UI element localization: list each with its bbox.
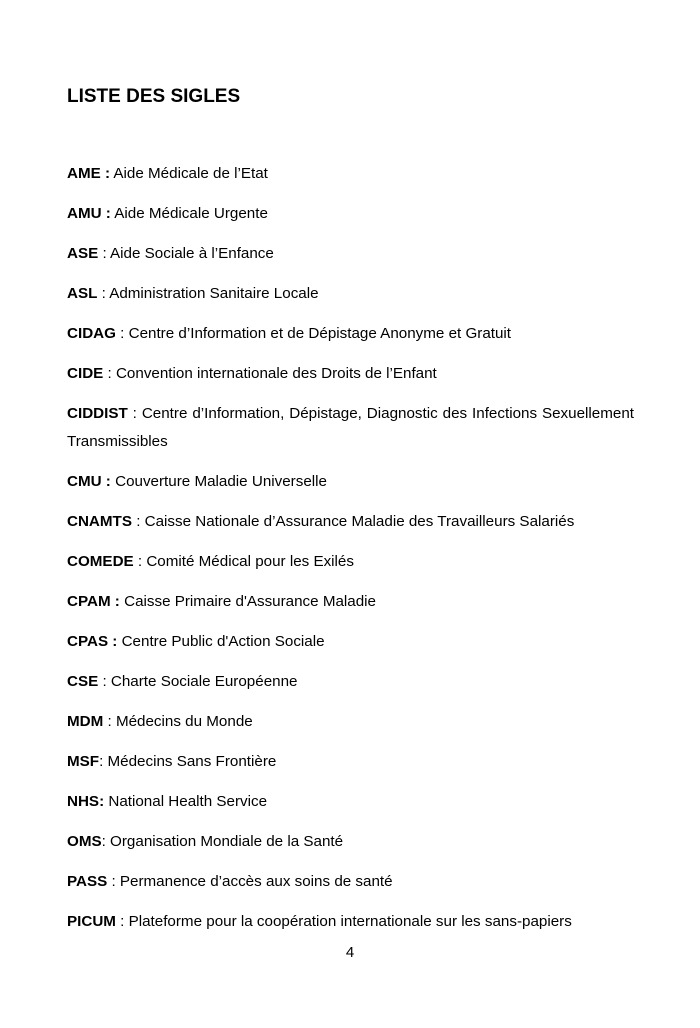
acronym-entry-nhs <box>67 788 634 816</box>
acronym: AME : <box>67 165 111 182</box>
page-number-label: 4 <box>345 944 355 961</box>
acronym: CPAM : <box>67 593 120 610</box>
acronym-entry-cse <box>67 668 634 696</box>
acronym-entry-cpam <box>67 588 634 616</box>
definition: : Centre d’Information, Dépistage, Diagnostic des Infections Sexuellement Transmissibles <box>67 405 634 450</box>
definition: : Administration Sanitaire Locale <box>97 285 319 302</box>
definition: : Organisation Mondiale de la Santé <box>101 833 344 850</box>
acronym: CSE <box>67 673 99 690</box>
acronym: OMS <box>67 833 102 850</box>
acronym-entry-mdm <box>67 708 634 736</box>
definition: Aide Médicale de l’Etat <box>110 165 268 182</box>
acronym: MDM <box>67 713 104 730</box>
definition: : Caisse Nationale d’Assurance Maladie des Travailleurs Salariés <box>131 513 575 530</box>
acronym: CIDDIST <box>67 405 128 422</box>
acronym-entry-cide <box>67 360 634 388</box>
acronym-entry-amu <box>67 200 634 228</box>
acronym: COMEDE <box>67 553 134 570</box>
page-title: LISTE DES SIGLES <box>67 86 241 107</box>
acronym: CPAS : <box>67 633 118 650</box>
definition: : Médecins du Monde <box>103 713 253 730</box>
definition: : Aide Sociale à l’Enfance <box>98 245 274 262</box>
acronym: NHS: <box>67 793 105 810</box>
definition: : Charte Sociale Européenne <box>98 673 298 690</box>
acronym: ASL <box>67 285 98 302</box>
acronym-entry-comede <box>67 548 634 576</box>
acronym-entry-cidag <box>67 320 634 348</box>
acronym: CMU : <box>67 473 111 490</box>
definition: : Convention internationale des Droits de l’Enfant <box>103 365 437 382</box>
definition: : Médecins Sans Frontière <box>99 753 277 770</box>
definition: Caisse Primaire d'Assurance Maladie <box>119 593 377 610</box>
definition: : Plateforme pour la coopération internationale sur les sans-papiers <box>115 913 572 930</box>
acronym: CIDAG <box>67 325 116 342</box>
acronym-entry-cpas <box>67 628 634 656</box>
acronym-entry-ase <box>67 240 634 268</box>
acronym: ASE <box>67 245 99 262</box>
definition: Aide Médicale Urgente <box>110 205 268 222</box>
acronym-entry-ame <box>67 160 634 188</box>
acronym-entry-msf <box>67 748 634 776</box>
definition: : Comité Médical pour les Exilés <box>133 553 354 570</box>
acronym-list <box>67 160 634 948</box>
page-number <box>0 944 700 961</box>
definition: National Health Service <box>104 793 268 810</box>
acronym: CIDE <box>67 365 104 382</box>
acronym-entry-ciddist <box>67 400 634 456</box>
acronym: AMU : <box>67 205 111 222</box>
acronym: PICUM <box>67 913 116 930</box>
definition: Couverture Maladie Universelle <box>110 473 327 490</box>
acronym-entry-cmu <box>67 468 634 496</box>
acronym-entry-pass <box>67 868 634 896</box>
definition: : Centre d’Information et de Dépistage Anonyme et Gratuit <box>115 325 512 342</box>
acronym-entry-asl <box>67 280 634 308</box>
acronym: PASS <box>67 873 108 890</box>
acronym-entry-cnamts <box>67 508 634 536</box>
definition: : Permanence d’accès aux soins de santé <box>107 873 393 890</box>
acronym: CNAMTS <box>67 513 132 530</box>
definition: Centre Public d'Action Sociale <box>117 633 325 650</box>
acronym-entry-oms <box>67 828 634 856</box>
acronym-entry-picum <box>67 908 634 936</box>
acronym: MSF <box>67 753 100 770</box>
